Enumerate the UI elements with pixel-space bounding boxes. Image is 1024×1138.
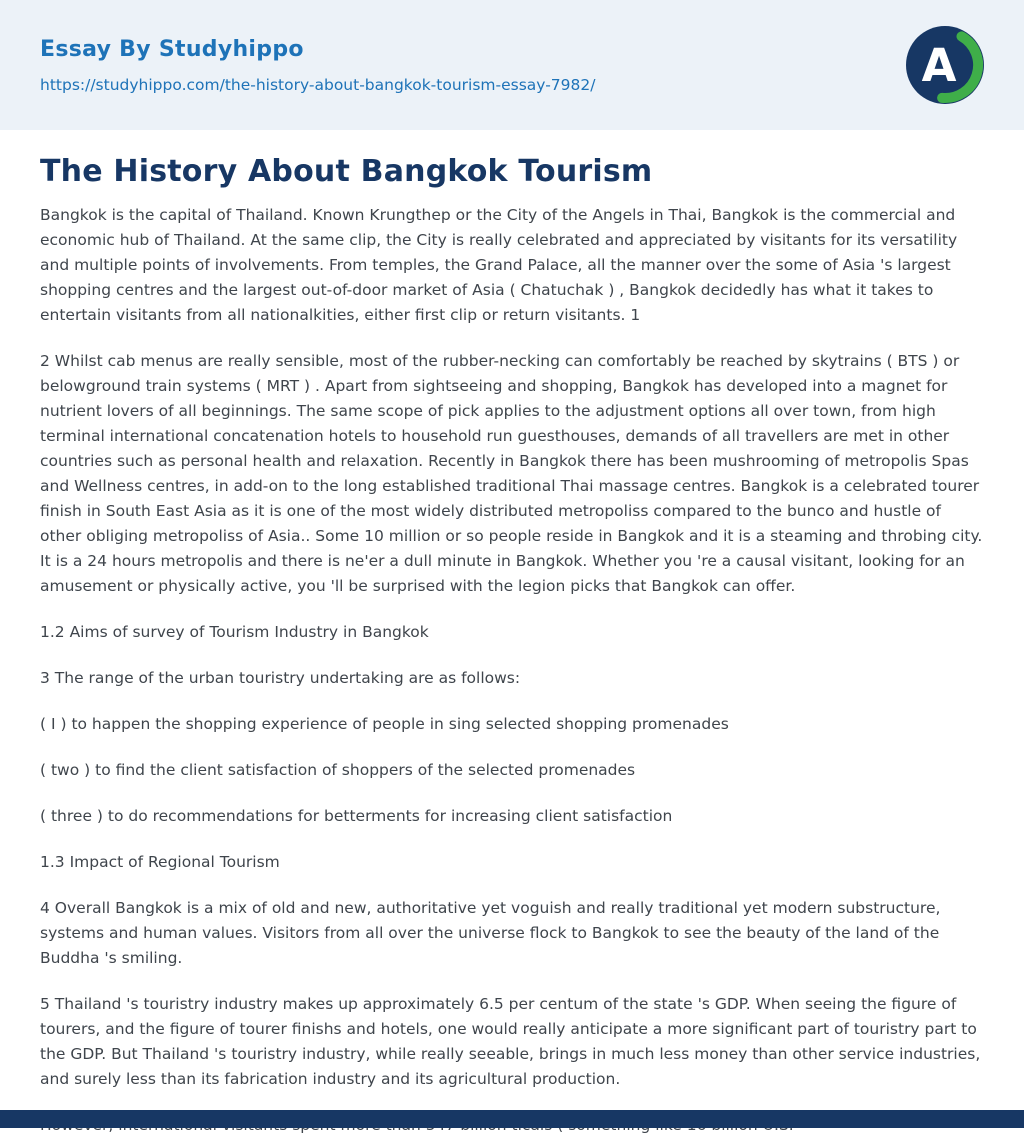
header-text-block (40, 37, 595, 94)
essay-paragraph: 3 The range of the urban touristry undertaking are as follows: (40, 669, 521, 687)
essay-title: The History About Bangkok Tourism (40, 154, 653, 189)
essay-paragraph: 4 Overall Bangkok is a mix of old and new, authoritative yet voguish and really traditional yet modern substructure, systems and human values. Visitors from all over the universe flock to Bangkok to see the beauty of the land of the Buddha 's smiling. (40, 899, 941, 967)
source-url-link[interactable]: https://studyhippo.com/the-history-about-bangkok-tourism-essay-7982/ (40, 75, 596, 94)
essay-content (0, 130, 1024, 1138)
studyhippo-logo (906, 26, 984, 104)
essay-paragraph: 5 Thailand 's touristry industry makes up approximately 6.5 per centum of the state 's GDP. When seeing the figure of tourers, and the figure of tourer finishs and hotels, one would really anticipate a more significant part of touristry part to the GDP. But Thailand 's touristry industry, while really seeable, brings in much less money than other service industries, and surely less than its fabrication industry and its agricultural production. (40, 995, 981, 1088)
byline: Essay By Studyhippo (40, 36, 304, 62)
footer-bar (0, 1110, 1024, 1128)
essay-list-item: ( three ) to do recommendations for betterments for increasing client satisfaction (40, 807, 673, 825)
essay-section-heading: 1.3 Impact of Regional Tourism (40, 853, 280, 871)
essay-paragraph: Bangkok is the capital of Thailand. Known Krungthep or the City of the Angels in Thai, Bangkok is the commercial and economic hub of Thailand. At the same clip, the City is really celebrated and appreciated by visitants for its versatility and multiple points of involvements. From temples, the Grand Palace, all the manner over the some of Asia 's largest shopping centres and the largest out-of-door market of Asia ( Chatuchak ) , Bangkok decidedly has what it takes to entertain visitants from all nationalkities, either first clip or return visitants. 1 (40, 206, 958, 324)
logo-letter: A (921, 39, 957, 92)
page-header (0, 0, 1024, 130)
essay-paragraph: 2 Whilst cab menus are really sensible, most of the rubber-necking can comfortably be reached by skytrains ( BTS ) or belowground train systems ( MRT ) . Apart from sightseeing and shopping, Bangkok has developed into a magnet for nutrient lovers of all beginnings. The same scope of pick applies to the adjustment options all over town, from high terminal international concatenation hotels to household run guesthouses, demands of all travellers are met in other countries such as personal health and relaxation. Recently in Bangkok there has been mushrooming of metropolis Spas and Wellness centres, in add-on to the long established traditional Thai massage centres. Bangkok is a celebrated tourer finish in South East Asia as it is one of the most widely distributed metropoliss compared to the bunco and hustle of other obliging metropoliss of Asia.. Some 10 million or so people reside in Bangkok and it is a steaming and throbing city. It is a 24 hours metropolis and there is ne'er a dull minute in Bangkok. Whether you 're a causal visitant, looking for an amusement or physically active, you 'll be surprised with the legion picks that Bangkok can offer. (40, 352, 983, 595)
essay-section-heading: 1.2 Aims of survey of Tourism Industry in Bangkok (40, 623, 429, 641)
essay-list-item: ( I ) to happen the shopping experience of people in sing selected shopping promenades (40, 715, 729, 733)
essay-list-item: ( two ) to find the client satisfaction of shoppers of the selected promenades (40, 761, 636, 779)
studyhippo-logo-icon (906, 26, 984, 104)
